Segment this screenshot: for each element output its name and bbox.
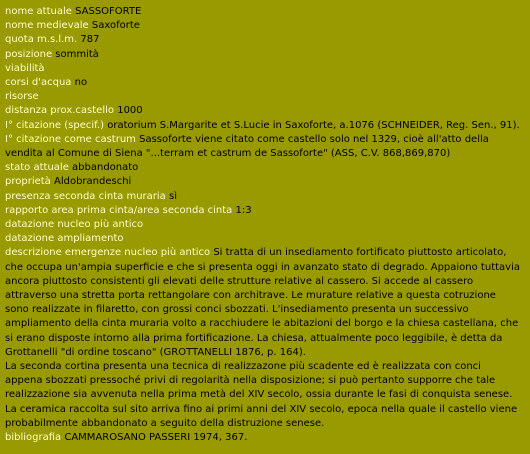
- field-viabilita: [5, 62, 520, 76]
- field-value: 1:3: [235, 204, 252, 216]
- field-datazione-ampliamento: [5, 232, 520, 246]
- field-value: 787: [80, 34, 100, 46]
- field-value: sì: [168, 190, 177, 202]
- field-value: oratorium S.Margarite et S.Lucie in Saxoforte, a.1076 (SCHNEIDER, Reg. Sen., 91).: [107, 119, 520, 131]
- field-risorse: [5, 90, 520, 104]
- field-label: bibliografia: [5, 432, 62, 444]
- field-proprieta: [5, 175, 520, 189]
- field-corsi-acqua: [5, 76, 520, 90]
- field-label: posizione: [5, 48, 53, 60]
- field-bibliografia: [5, 431, 520, 445]
- field-value: abbandonato: [72, 162, 139, 174]
- field-label: presenza seconda cinta muraria: [5, 190, 166, 202]
- field-value: 1000: [117, 105, 143, 117]
- field-label: rapporto area prima cinta/area seconda cinta: [5, 204, 233, 216]
- description-paragraph-1: Si tratta di un insediamento fortificato piuttosto articolato, che occupa un'ampia superficie e che si presenta oggi in avanzato stato di degrado. Appaiono tuttavia ancora piuttosto consistenti gli elevati delle strutture relative al cassero. Si accede al cassero attraverso una stretta porta rettangolare con architrave. Le murature relative a questa cotruzione sono realizzate in filaretto, con grossi conci sbozzati. L'insediamento presenta un successivo ampliamento della cinta muraria volto a racchiudere le abitazioni del borgo e la chiesa castellana, che si erano disposte intorno alla prima fortificazione. La chiesa, attualmente poco leggibile, è detta da Grottanelli "di ordine toscano" (GROTTANELLI 1876, p. 164).: [5, 247, 520, 358]
- field-value: Saxoforte: [91, 20, 140, 32]
- field-stato-attuale: [5, 161, 520, 175]
- field-seconda-cinta: [5, 190, 520, 204]
- field-posizione: [5, 48, 520, 62]
- field-label: corsi d'acqua: [5, 77, 72, 89]
- field-label: I° citazione come castrum: [5, 133, 136, 145]
- field-label: nome attuale: [5, 6, 72, 17]
- field-label: proprietà: [5, 176, 51, 188]
- field-value: CAMMAROSANO PASSERI 1974, 367.: [64, 432, 248, 444]
- description-paragraph-2: La seconda cortina presenta una tecnica di realizzazone più scadente ed è realizzata con conci appena sbozzati pressoché privi di regolarità nella disposizione; si può pertanto supporre che tale realizzazione sia avvenuta nella prima metà del XIV secolo, ossia durante le fasi di conquista senese.: [5, 361, 513, 401]
- field-label: stato attuale: [5, 162, 69, 174]
- field-value: SASSOFORTE: [75, 6, 142, 17]
- field-value: no: [74, 77, 88, 89]
- field-citazione-castrum: [5, 133, 520, 161]
- field-label: risorse: [5, 91, 39, 103]
- field-nome-attuale: [5, 5, 520, 19]
- field-label: datazione nucleo più antico: [5, 219, 144, 231]
- field-label: descrizione emergenze nucleo più antico: [5, 247, 211, 259]
- field-value: Aldobrandeschi: [53, 176, 132, 188]
- field-rapporto-area: [5, 204, 520, 218]
- field-label: viabilità: [5, 62, 45, 74]
- description-paragraph-3: La ceramica raccolta sul sito arriva fino ai primi anni del XIV secolo, epoca nella quale il castello viene probabilmente abbandonato a seguito della distruzione senese.: [5, 403, 518, 429]
- field-prima-citazione: [5, 119, 520, 133]
- field-descrizione: [5, 246, 520, 431]
- field-label: distanza prox.castello: [5, 105, 115, 117]
- field-label: I° citazione (specif.): [5, 119, 105, 131]
- field-quota: [5, 33, 520, 47]
- field-label: nome medievale: [5, 20, 89, 32]
- field-nome-medievale: [5, 19, 520, 33]
- field-value: sommità: [55, 48, 99, 60]
- field-label: datazione ampliamento: [5, 233, 124, 245]
- field-distanza: [5, 104, 520, 118]
- field-label: quota m.s.l.m.: [5, 34, 78, 46]
- field-datazione-nucleo: [5, 218, 520, 232]
- field-value: Sassoforte viene citato come castello solo nel 1329, cioè all'atto della vendita al Comune di Siena "...terram et castrum de Sassoforte" (ASS, C.V. 868,869,870): [5, 133, 489, 160]
